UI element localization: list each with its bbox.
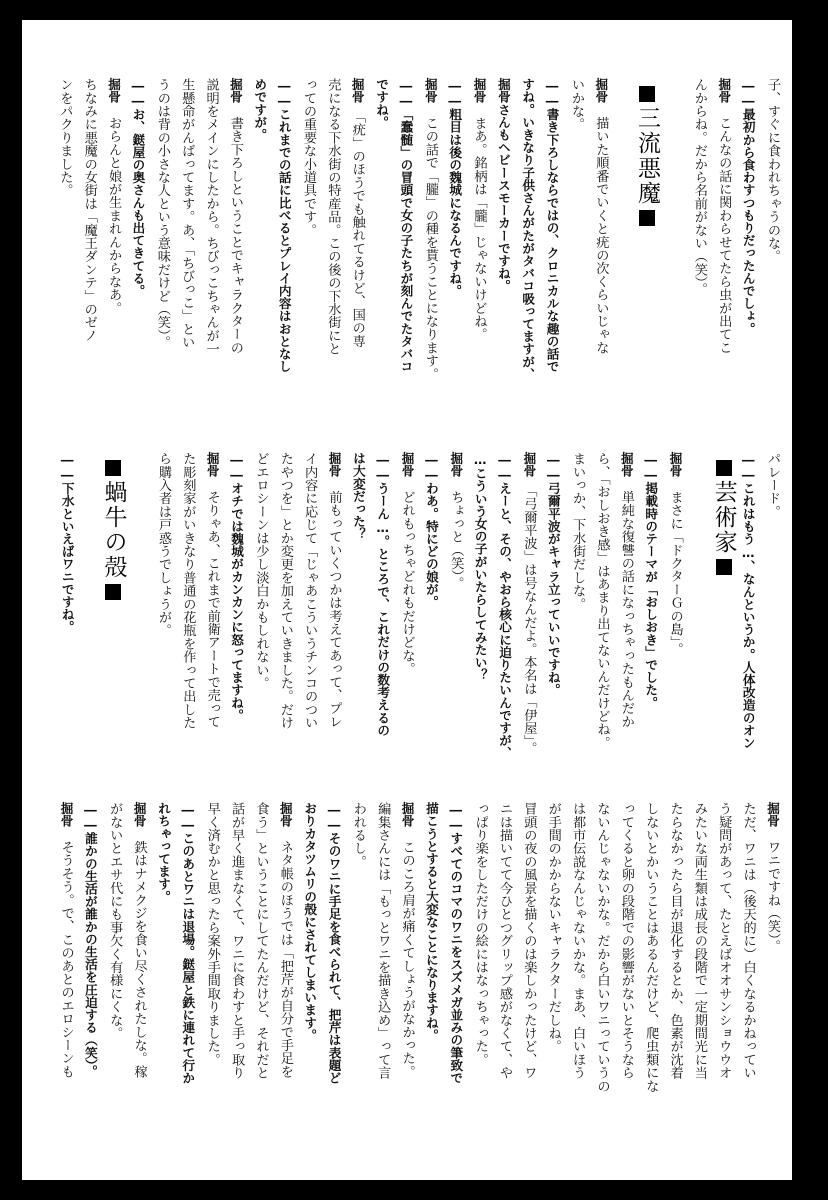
text-column (543, 452, 563, 800)
text-column (153, 452, 173, 800)
body-text: どれもっちゃどれもだけどな。 (399, 477, 415, 676)
interviewer-text: すね。いきなり子供さんがたがタバコ吸ってますが、 (520, 78, 536, 381)
body-text: 生懸命がんばってます。あ、「ちびっこ」とい (179, 78, 195, 349)
text-column (202, 802, 222, 1154)
text-column (543, 802, 563, 1154)
speaker-label: 掘骨 (227, 78, 243, 104)
body-text: う疑問があって、たとえばオオサンショウウオ (716, 802, 732, 1080)
interviewer-text: ―― (130, 78, 146, 108)
interviewer-text: そのワニに手足を食べられて、把芹は表題ど (326, 832, 342, 1084)
section-heading (633, 82, 661, 230)
interviewer-text: は大変だった？ (350, 452, 366, 541)
text-column (738, 452, 758, 800)
text-column (250, 802, 270, 1154)
body-text: た彫刻家がいきなり普通の花瓶を作って出した (180, 452, 196, 730)
body-text: 「弓爾平波」は号なんだよ。本名は「伊屋」。 (521, 477, 537, 755)
text-column (177, 802, 197, 1154)
body-text: 「疣」のほうでも触れてるけど、国の専 (349, 103, 365, 348)
speaker-label: 掘骨 (349, 78, 365, 104)
text-column (299, 802, 319, 1154)
text-column (153, 802, 173, 1154)
body-text: ら、「おしおき感」はあまり出てないんだけどね。 (594, 452, 610, 749)
text-column (518, 802, 538, 1154)
interviewer-text: ―― (276, 78, 292, 108)
speaker-label: 掘骨 (765, 802, 780, 828)
text-column (56, 802, 76, 1154)
body-text: この話で「朧」の種を貰うことになります。 (422, 103, 438, 381)
text-column (226, 452, 246, 800)
interviewer-text: 掘骨さんもヘビースモーカーですね。 (495, 78, 511, 293)
speaker-label: 掘骨 (667, 452, 683, 478)
interviewer-text: ―― (545, 452, 561, 482)
text-column (762, 452, 782, 800)
interviewer-text: うーん…。ところで、これだけの数考えるの (375, 482, 391, 737)
section-heading (710, 456, 738, 579)
body-text: まいっか、下水街だしな。 (570, 452, 586, 611)
body-text: が手間のかからないキャラクターだしね。 (545, 802, 561, 1053)
interviewer-text: 掲載時のテーマが「おしおき」でした。 (643, 482, 659, 709)
square-bullet-icon (639, 86, 655, 102)
interviewer-text: 書き下ろしならではの、クロニカルな趣の話で (544, 108, 560, 373)
body-text: このころ肩が痛くてしょうがなかった。 (399, 827, 415, 1079)
text-column (567, 452, 587, 800)
body-text: ンをパクりました。 (57, 78, 73, 197)
body-text: ら購入者は戸惑うでしょうが。 (156, 452, 171, 637)
interviewer-text: これはもう…、なんというか。人体改造のオン (740, 482, 756, 749)
square-bullet-icon (105, 584, 121, 600)
interviewer-text: おりカタツムリの殻にされてしまいます。 (302, 802, 318, 1042)
interviewer-text: 粗目は後の魏城になるんですね。 (447, 108, 463, 297)
text-column (226, 802, 246, 1154)
interviewer-text: わあ。特にどの娘が。 (423, 482, 439, 608)
speaker-label: 掘骨 (106, 78, 122, 104)
text-column (57, 452, 77, 800)
speaker-label: 掘骨 (422, 78, 438, 104)
text-column (202, 452, 222, 800)
document-page (22, 20, 792, 1180)
text-column (616, 802, 636, 1154)
interviewer-text: ―― (59, 452, 75, 482)
text-column (762, 802, 782, 1154)
speaker-label: 掘骨 (593, 78, 609, 104)
interviewer-text: …こういう女の子がいたらしてみたい？ (472, 452, 488, 682)
interviewer-text: すべてのコマのワニをスズメガ並みの筆致で (448, 832, 464, 1084)
body-text: まあ。銘柄は「朧」じゃないけどね。 (471, 103, 487, 341)
text-column (372, 802, 392, 1154)
text-column (494, 452, 514, 800)
text-column (299, 452, 319, 800)
square-bullet-icon (105, 460, 121, 476)
speaker-label: 掘骨 (521, 452, 537, 478)
text-column (640, 802, 660, 1154)
text-column (372, 452, 392, 800)
text-column (324, 452, 344, 800)
text-column (665, 802, 685, 1154)
text-column (616, 452, 636, 800)
body-text: 食う」ということにしてたんだけど、それだと (253, 802, 269, 1080)
text-column (640, 452, 660, 800)
interviewer-text: めですが。 (252, 78, 268, 141)
heading-text: 三流悪魔 (634, 106, 661, 206)
text-block-middle (22, 452, 792, 800)
interviewer-text: ―― (180, 802, 196, 832)
speaker-label: 掘骨 (204, 452, 220, 478)
text-column (104, 802, 124, 1154)
speaker-label: 掘骨 (399, 802, 415, 828)
heading-text: 芸術家 (710, 480, 737, 555)
interviewer-text: えーと、その、やおら核心に迫りたいんですが、 (497, 482, 513, 760)
interviewer-text: 描こうとすると大変なことになりますね。 (423, 802, 439, 1042)
text-column (738, 802, 758, 1154)
body-text: ワニですね（笑）。 (765, 827, 780, 953)
body-text: ただ、ワニは（後天的に）白くなるかねってい (740, 802, 756, 1080)
text-column (665, 452, 685, 800)
body-text: 前もっていくつかは考えてあって、プレ (326, 477, 342, 729)
speaker-label: 掘骨 (399, 452, 415, 478)
body-text: ちなみに悪魔の女街は「魔王ダンテ」のゼノ (81, 78, 97, 342)
text-column (397, 452, 417, 800)
speaker-label: 掘骨 (716, 78, 732, 104)
speaker-label: 掘骨 (326, 452, 342, 478)
body-text: 売になる下水街の特産品。この後の下水街にと (325, 78, 341, 356)
interviewer-text: ―― (448, 802, 464, 832)
text-column (591, 802, 611, 1154)
body-text: たやつを」とか変更を加えていきました。だけ (277, 452, 293, 730)
interviewer-text: 「蠢髄」の冒頭で女の子たちが刻んでたタバコ (398, 108, 414, 373)
interviewer-text: ―― (375, 452, 391, 482)
square-bullet-icon (716, 460, 732, 476)
text-column (421, 802, 441, 1154)
body-text: たらなかったら目が退化するとか、色素が沈着 (667, 802, 683, 1080)
text-column (421, 452, 441, 800)
body-text: しないとかいうことはあるんだけど、爬虫類にな (643, 802, 659, 1093)
body-text: どエロシーンは少し淡白かもしれない。 (253, 452, 269, 690)
interviewer-text: ―― (82, 802, 98, 832)
text-column (470, 802, 490, 1154)
text-column (177, 452, 197, 800)
body-text: ってくると卵の段階での影響がないとそうなら (618, 802, 634, 1080)
text-column (348, 802, 368, 1154)
body-text: 説明をメインにしたから。ちびっこちゃんが一 (203, 78, 219, 356)
text-column (80, 802, 100, 1154)
body-text: んからね。だから名前がない（笑）。 (691, 78, 707, 296)
body-text: 鉄はナメクジを食い尽くされたしな。稼 (131, 827, 147, 1079)
speaker-label: 掘骨 (448, 452, 464, 478)
text-column (348, 452, 368, 800)
body-text: そうそう。で、このあとのエロシーンも (58, 827, 74, 1079)
interviewer-text: ―― (497, 452, 513, 482)
text-column (689, 802, 709, 1154)
interviewer-text: ―― (740, 452, 756, 482)
text-column (470, 452, 490, 800)
body-text: 早く済むかと思ったら案外手間取りました。 (204, 802, 220, 1066)
speaker-label: 掘骨 (618, 452, 634, 478)
interviewer-text: お、鎹屋の奥さんも出てきてる。 (130, 108, 146, 297)
text-column (250, 452, 270, 800)
interviewer-text: ―― (423, 452, 439, 482)
section-heading (99, 456, 127, 604)
body-text: 子、すぐに食われちゃうのな。 (765, 78, 780, 263)
body-text: そりゃあ、これまで前衛アートで売って (204, 477, 220, 729)
interviewer-text: ですね。 (374, 78, 390, 129)
speaker-label: 掘骨 (58, 802, 74, 828)
interviewer-text: 下水といえばワニですね。 (59, 482, 75, 634)
body-text: ネタ帳のほうでは「把芹が自分で手足を (277, 827, 293, 1079)
body-text: みたいな両生類は成長の段階で一定期間光に当 (691, 802, 707, 1080)
square-bullet-icon (639, 210, 655, 226)
body-text: ニは描いてて今ひとつグリップ感がなくて、や (497, 802, 513, 1080)
body-text: おらんと娘が生まれんからなあ。 (106, 103, 122, 315)
interviewer-text: ―― (544, 78, 560, 108)
speaker-label: 掘骨 (277, 802, 293, 828)
interviewer-text: このあとワニは退場。鎹屋と鉄に連れて行か (180, 832, 196, 1084)
interviewer-text: オチでは魏城がカンカンに怒ってますね。 (229, 482, 245, 722)
text-column (518, 452, 538, 800)
body-text: 書き下ろしということでキャラクターの (227, 103, 243, 355)
body-text: うのは背の小さな人という意味だけど（笑）。 (154, 78, 170, 349)
speaker-label: 掘骨 (471, 78, 487, 104)
text-column (275, 802, 295, 1154)
body-text: まさに「ドクターＧの島」。 (667, 477, 683, 656)
interviewer-text: 最初から食わすつもりだったんでしょ。 (740, 108, 756, 335)
body-text: われるし。 (350, 802, 366, 868)
text-column (567, 802, 587, 1154)
text-column (324, 802, 344, 1154)
interviewer-text: 弓爾平波がキャラ立っていいですね。 (545, 482, 561, 697)
body-text: 描いた順番でいくと疣の次くらいじゃな (593, 103, 609, 355)
body-text: いかな。 (568, 78, 584, 131)
body-text: がないとエサ代にも事欠く有様にくな。 (107, 802, 123, 1040)
body-text: っぱり楽をしただけの絵にはなっちゃった。 (472, 802, 488, 1066)
interviewer-text: ―― (326, 802, 342, 832)
text-column (591, 452, 611, 800)
body-text: 話が早く進まなくて、ワニに食わすと手っ取り (229, 802, 245, 1080)
body-text: こんなの話に関わらせてたら虫が出てこ (716, 103, 732, 355)
interviewer-text: ―― (398, 78, 414, 108)
text-column (397, 802, 417, 1154)
body-text: 編集さんには「もっとワニを描き込め」って言 (375, 802, 391, 1080)
interviewer-text: 誰かの生活が誰かの生活を圧迫する（笑）。 (82, 832, 98, 1078)
interviewer-text: ―― (229, 452, 245, 482)
text-column (275, 452, 295, 800)
interviewer-text: れちゃってます。 (156, 802, 171, 903)
interviewer-text: ―― (740, 78, 756, 108)
text-column (494, 802, 514, 1154)
body-text: イ内容に応じて「じゃあこういうチンコのつい (302, 452, 318, 730)
body-text: ちょっと（笑）。 (448, 477, 464, 590)
heading-text: 蝸牛の殻 (100, 480, 127, 580)
body-text: は都市伝説なんじゃないかな。まあ、白いほう (570, 802, 586, 1080)
text-column (445, 802, 465, 1154)
speaker-label: 掘骨 (131, 802, 147, 828)
interviewer-text: これまでの話に比べるとプレイ内容はおとなし (276, 108, 292, 373)
interviewer-text: ―― (447, 78, 463, 108)
body-text: パレード。 (765, 452, 780, 518)
interviewer-text: ―― (643, 452, 659, 482)
text-column (445, 452, 465, 800)
text-column (129, 802, 149, 1154)
square-bullet-icon (716, 559, 732, 575)
body-text: 単純な復讐の話になっちゃったもんだか (618, 477, 634, 729)
body-text: 冒頭の夜の風景を描くのは楽しかったけど、ワ (521, 802, 537, 1080)
text-column (713, 802, 733, 1154)
body-text: っての重要な小道具です。 (301, 78, 316, 237)
text-block-bottom (22, 802, 792, 1154)
body-text: ないんじゃないかな。だから白いワニっていうの (594, 802, 610, 1093)
